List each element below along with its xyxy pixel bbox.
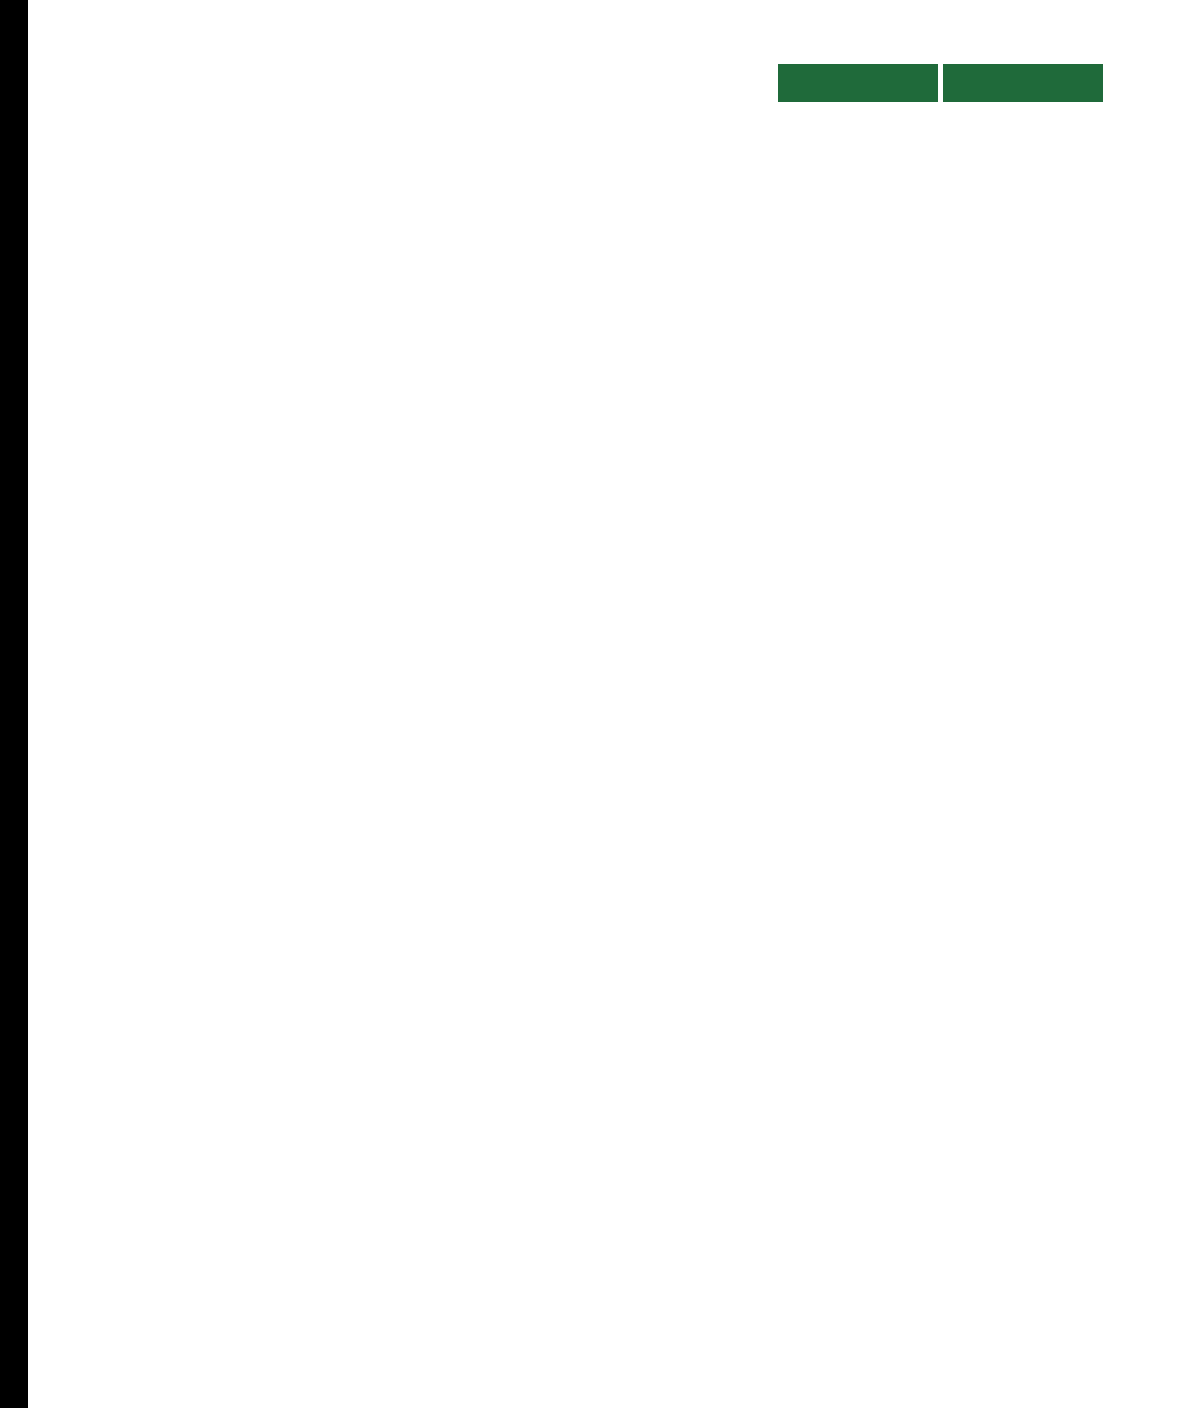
document-page [28,0,1179,1408]
column-header-2022 [943,64,1103,102]
column-header-2023 [778,64,938,102]
